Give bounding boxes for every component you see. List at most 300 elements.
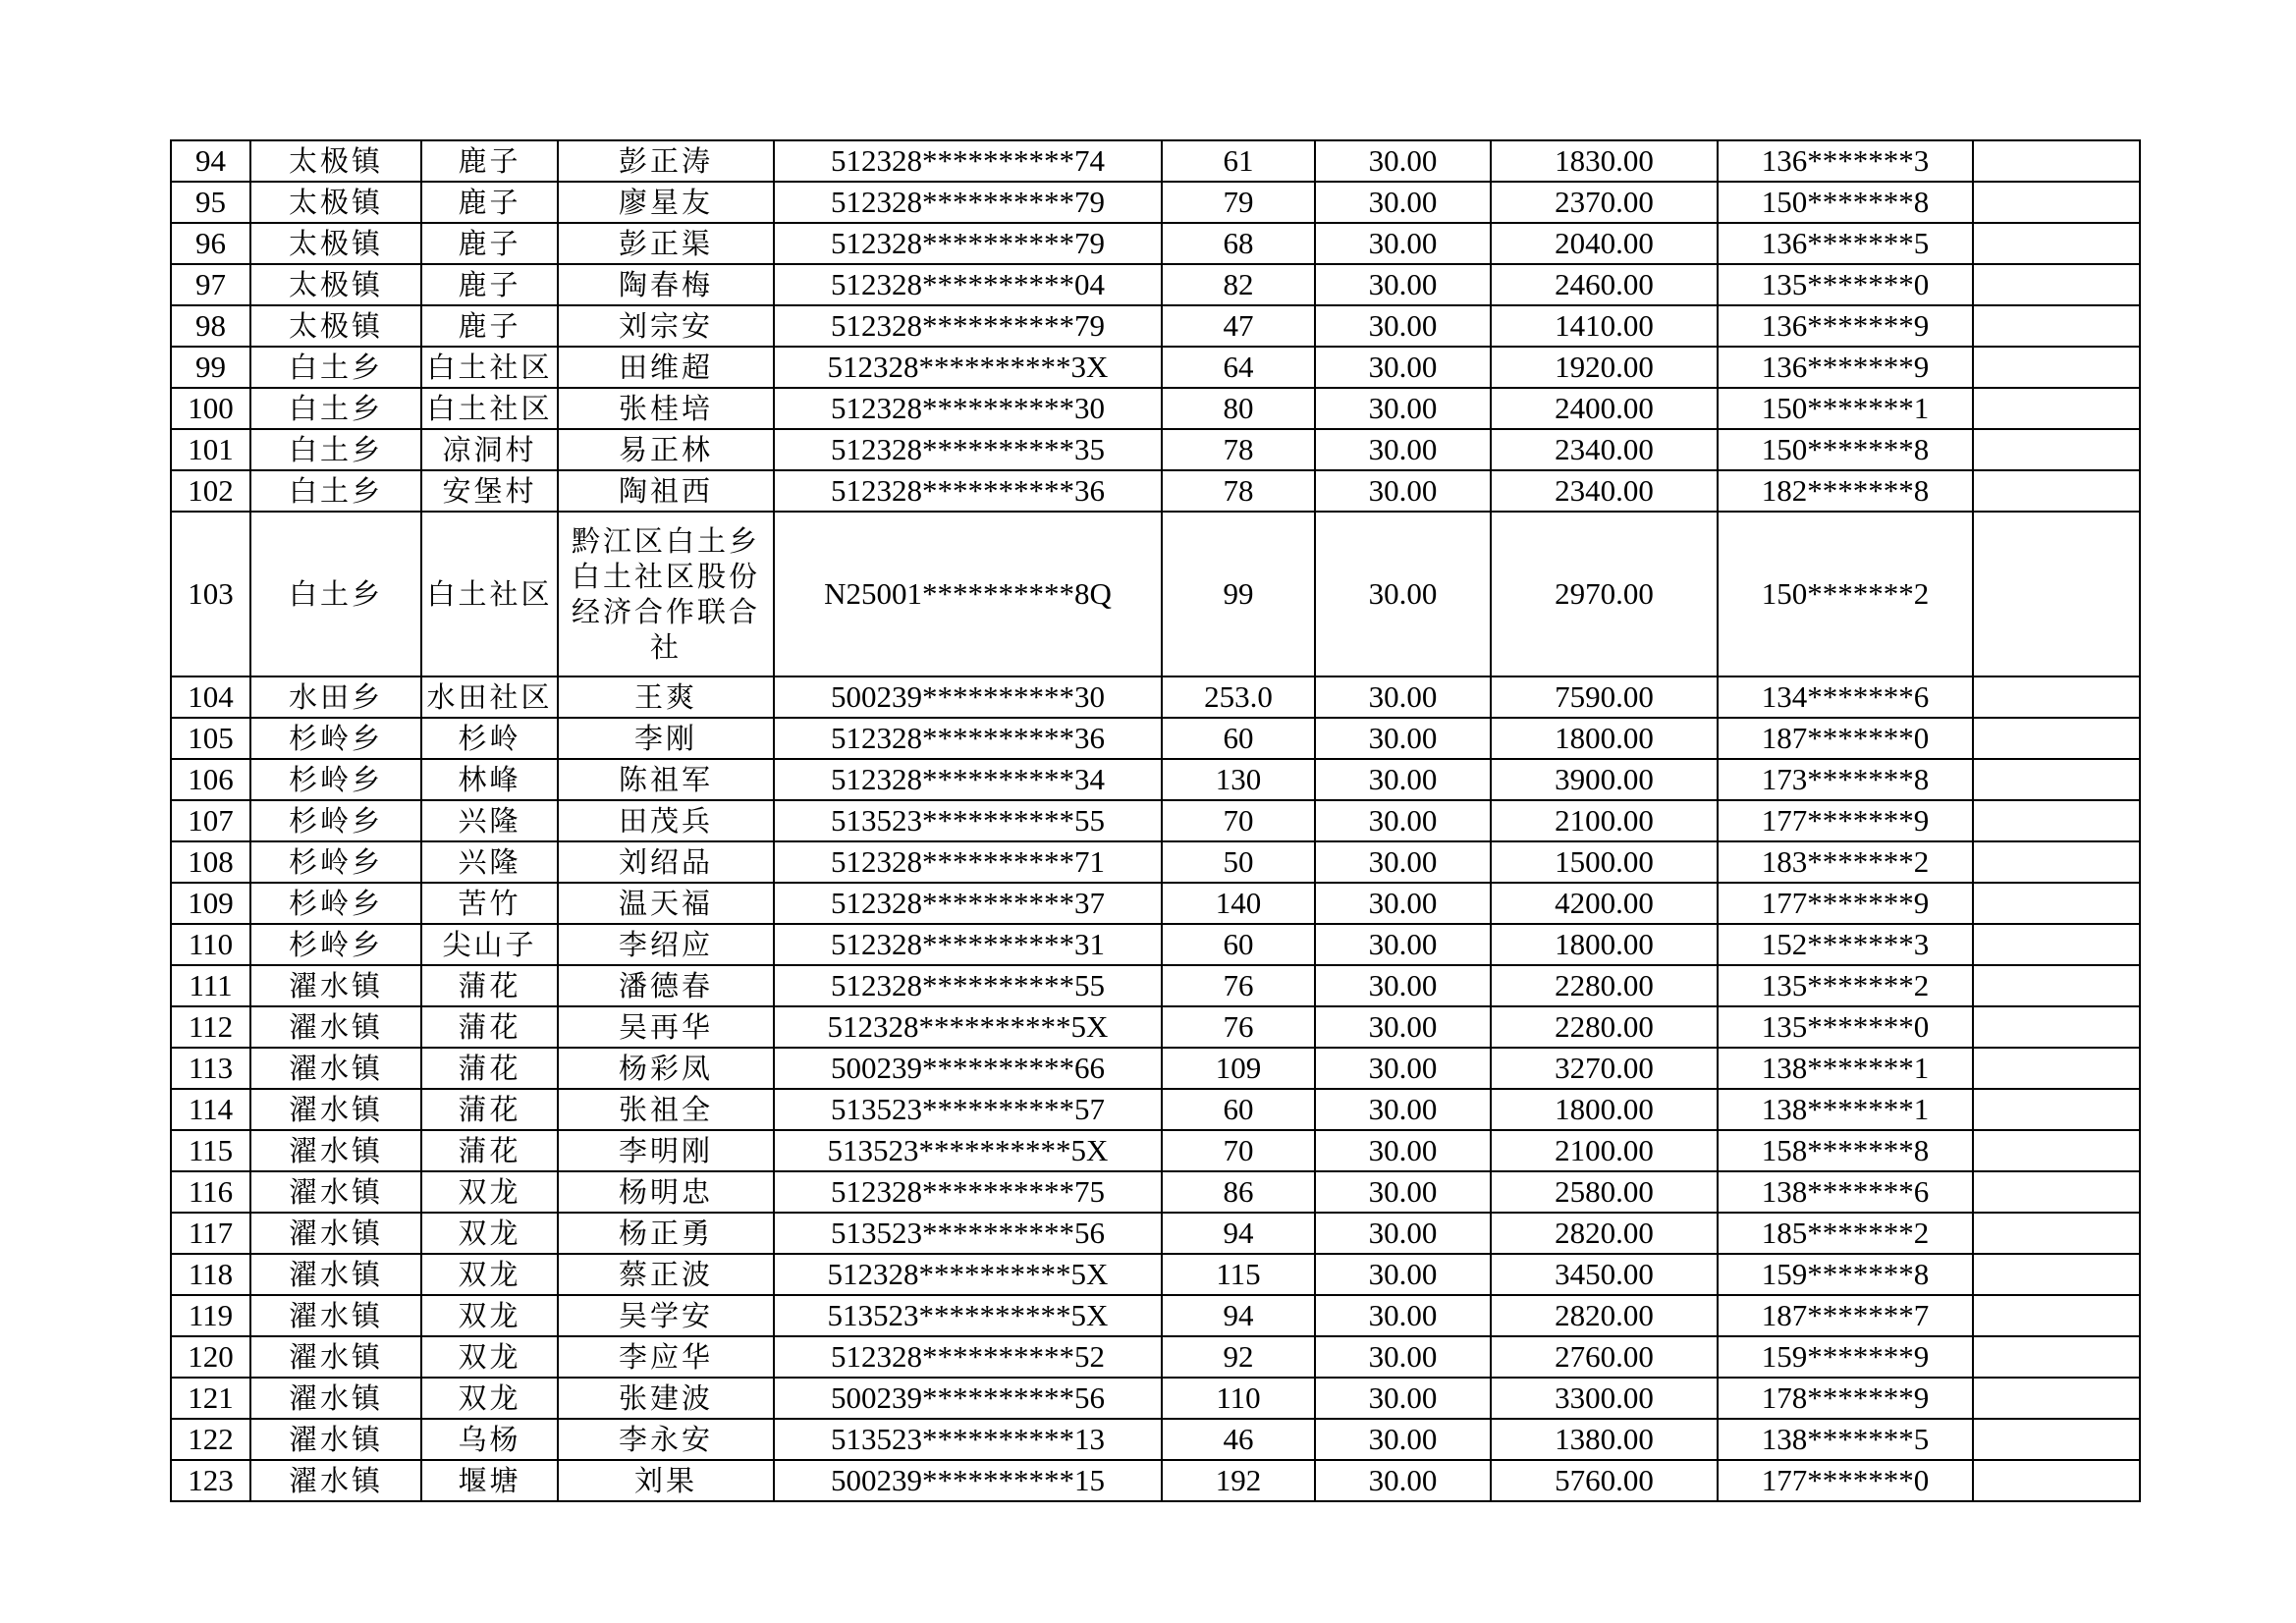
table-row [171, 512, 2140, 676]
remark-cell [1973, 800, 2140, 841]
village-cell: 双龙 [421, 1295, 558, 1336]
township-cell: 太极镇 [250, 305, 421, 347]
phone-cell: 159*******8 [1718, 1254, 1973, 1295]
remark-cell [1973, 388, 2140, 429]
id-number-cell: 512328**********75 [774, 1171, 1162, 1213]
row-number-cell: 121 [171, 1378, 250, 1419]
name-cell: 吴再华 [558, 1006, 774, 1048]
unit-price-cell: 30.00 [1315, 759, 1491, 800]
id-number-cell: 512328**********5X [774, 1006, 1162, 1048]
amount-cell: 5760.00 [1491, 1460, 1718, 1501]
village-cell: 鹿子 [421, 305, 558, 347]
area-cell: 130 [1162, 759, 1315, 800]
row-number-cell: 103 [171, 512, 250, 676]
remark-cell [1973, 1336, 2140, 1378]
phone-cell: 182*******8 [1718, 470, 1973, 512]
table-row [171, 1419, 2140, 1460]
remark-cell [1973, 470, 2140, 512]
area-cell: 109 [1162, 1048, 1315, 1089]
table-row [171, 841, 2140, 883]
id-number-cell: 512328**********71 [774, 841, 1162, 883]
village-cell: 蒲花 [421, 1089, 558, 1130]
row-number-cell: 107 [171, 800, 250, 841]
row-number-cell: 96 [171, 223, 250, 264]
table-row [171, 759, 2140, 800]
remark-cell [1973, 924, 2140, 965]
area-cell: 46 [1162, 1419, 1315, 1460]
remark-cell [1973, 1171, 2140, 1213]
row-number-cell: 119 [171, 1295, 250, 1336]
name-cell: 刘宗安 [558, 305, 774, 347]
name-cell: 张建波 [558, 1378, 774, 1419]
table-row [171, 305, 2140, 347]
area-cell: 94 [1162, 1295, 1315, 1336]
records-table [170, 139, 2141, 1502]
area-cell: 99 [1162, 512, 1315, 676]
unit-price-cell: 30.00 [1315, 512, 1491, 676]
amount-cell: 1800.00 [1491, 718, 1718, 759]
phone-cell: 138*******5 [1718, 1419, 1973, 1460]
id-number-cell: 500239**********15 [774, 1460, 1162, 1501]
id-number-cell: 512328**********04 [774, 264, 1162, 305]
phone-cell: 134*******6 [1718, 676, 1973, 718]
name-cell: 陶祖西 [558, 470, 774, 512]
phone-cell: 183*******2 [1718, 841, 1973, 883]
row-number-cell: 122 [171, 1419, 250, 1460]
table-row [171, 1336, 2140, 1378]
amount-cell: 2400.00 [1491, 388, 1718, 429]
amount-cell: 3450.00 [1491, 1254, 1718, 1295]
row-number-cell: 120 [171, 1336, 250, 1378]
unit-price-cell: 30.00 [1315, 388, 1491, 429]
area-cell: 64 [1162, 347, 1315, 388]
row-number-cell: 113 [171, 1048, 250, 1089]
name-cell: 田维超 [558, 347, 774, 388]
amount-cell: 1830.00 [1491, 140, 1718, 182]
name-cell: 彭正涛 [558, 140, 774, 182]
row-number-cell: 116 [171, 1171, 250, 1213]
phone-cell: 177*******9 [1718, 800, 1973, 841]
area-cell: 92 [1162, 1336, 1315, 1378]
unit-price-cell: 30.00 [1315, 841, 1491, 883]
unit-price-cell: 30.00 [1315, 1378, 1491, 1419]
table-row [171, 1171, 2140, 1213]
id-number-cell: 512328**********79 [774, 182, 1162, 223]
area-cell: 70 [1162, 800, 1315, 841]
area-cell: 110 [1162, 1378, 1315, 1419]
phone-cell: 136*******9 [1718, 305, 1973, 347]
area-cell: 115 [1162, 1254, 1315, 1295]
table-row [171, 347, 2140, 388]
table-body [171, 140, 2140, 1501]
unit-price-cell: 30.00 [1315, 305, 1491, 347]
remark-cell [1973, 1378, 2140, 1419]
id-number-cell: 512328**********36 [774, 718, 1162, 759]
id-number-cell: 512328**********34 [774, 759, 1162, 800]
unit-price-cell: 30.00 [1315, 718, 1491, 759]
name-cell: 张桂培 [558, 388, 774, 429]
name-cell: 田茂兵 [558, 800, 774, 841]
table-row [171, 1460, 2140, 1501]
id-number-cell: 500239**********30 [774, 676, 1162, 718]
unit-price-cell: 30.00 [1315, 1419, 1491, 1460]
remark-cell [1973, 512, 2140, 676]
phone-cell: 150*******8 [1718, 182, 1973, 223]
village-cell: 蒲花 [421, 1048, 558, 1089]
remark-cell [1973, 759, 2140, 800]
village-cell: 安堡村 [421, 470, 558, 512]
amount-cell: 1920.00 [1491, 347, 1718, 388]
name-cell: 杨彩凤 [558, 1048, 774, 1089]
unit-price-cell: 30.00 [1315, 1130, 1491, 1171]
id-number-cell: 513523**********56 [774, 1213, 1162, 1254]
amount-cell: 2820.00 [1491, 1295, 1718, 1336]
name-cell: 李永安 [558, 1419, 774, 1460]
amount-cell: 1410.00 [1491, 305, 1718, 347]
township-cell: 濯水镇 [250, 1419, 421, 1460]
unit-price-cell: 30.00 [1315, 1048, 1491, 1089]
unit-price-cell: 30.00 [1315, 965, 1491, 1006]
amount-cell: 1380.00 [1491, 1419, 1718, 1460]
table-row [171, 140, 2140, 182]
unit-price-cell: 30.00 [1315, 924, 1491, 965]
phone-cell: 138*******1 [1718, 1089, 1973, 1130]
phone-cell: 173*******8 [1718, 759, 1973, 800]
row-number-cell: 114 [171, 1089, 250, 1130]
name-cell: 潘德春 [558, 965, 774, 1006]
phone-cell: 135*******2 [1718, 965, 1973, 1006]
area-cell: 79 [1162, 182, 1315, 223]
unit-price-cell: 30.00 [1315, 223, 1491, 264]
id-number-cell: 513523**********5X [774, 1130, 1162, 1171]
phone-cell: 158*******8 [1718, 1130, 1973, 1171]
row-number-cell: 115 [171, 1130, 250, 1171]
township-cell: 太极镇 [250, 182, 421, 223]
table-row [171, 1130, 2140, 1171]
township-cell: 杉岭乡 [250, 759, 421, 800]
remark-cell [1973, 1254, 2140, 1295]
unit-price-cell: 30.00 [1315, 264, 1491, 305]
row-number-cell: 102 [171, 470, 250, 512]
amount-cell: 2370.00 [1491, 182, 1718, 223]
id-number-cell: 512328**********74 [774, 140, 1162, 182]
township-cell: 太极镇 [250, 264, 421, 305]
row-number-cell: 106 [171, 759, 250, 800]
area-cell: 86 [1162, 1171, 1315, 1213]
id-number-cell: 512328**********5X [774, 1254, 1162, 1295]
village-cell: 凉洞村 [421, 429, 558, 470]
unit-price-cell: 30.00 [1315, 1295, 1491, 1336]
name-cell: 彭正渠 [558, 223, 774, 264]
id-number-cell: 512328**********36 [774, 470, 1162, 512]
row-number-cell: 104 [171, 676, 250, 718]
remark-cell [1973, 1089, 2140, 1130]
area-cell: 253.0 [1162, 676, 1315, 718]
unit-price-cell: 30.00 [1315, 1089, 1491, 1130]
township-cell: 水田乡 [250, 676, 421, 718]
table-row [171, 1378, 2140, 1419]
name-cell: 李刚 [558, 718, 774, 759]
township-cell: 杉岭乡 [250, 718, 421, 759]
township-cell: 白土乡 [250, 512, 421, 676]
phone-cell: 136*******9 [1718, 347, 1973, 388]
name-cell: 杨明忠 [558, 1171, 774, 1213]
area-cell: 60 [1162, 1089, 1315, 1130]
remark-cell [1973, 1460, 2140, 1501]
name-cell: 黔江区白土乡白土社区股份经济合作联合社 [558, 512, 774, 676]
table-row [171, 429, 2140, 470]
village-cell: 乌杨 [421, 1419, 558, 1460]
id-number-cell: 512328**********79 [774, 305, 1162, 347]
area-cell: 70 [1162, 1130, 1315, 1171]
area-cell: 192 [1162, 1460, 1315, 1501]
village-cell: 双龙 [421, 1213, 558, 1254]
township-cell: 濯水镇 [250, 1378, 421, 1419]
amount-cell: 1800.00 [1491, 1089, 1718, 1130]
table-row [171, 470, 2140, 512]
township-cell: 濯水镇 [250, 1213, 421, 1254]
id-number-cell: 512328**********30 [774, 388, 1162, 429]
unit-price-cell: 30.00 [1315, 883, 1491, 924]
village-cell: 水田社区 [421, 676, 558, 718]
row-number-cell: 94 [171, 140, 250, 182]
area-cell: 68 [1162, 223, 1315, 264]
row-number-cell: 117 [171, 1213, 250, 1254]
amount-cell: 2460.00 [1491, 264, 1718, 305]
village-cell: 杉岭 [421, 718, 558, 759]
remark-cell [1973, 676, 2140, 718]
unit-price-cell: 30.00 [1315, 470, 1491, 512]
id-number-cell: 513523**********5X [774, 1295, 1162, 1336]
village-cell: 白土社区 [421, 512, 558, 676]
id-number-cell: 513523**********57 [774, 1089, 1162, 1130]
name-cell: 李应华 [558, 1336, 774, 1378]
name-cell: 温天福 [558, 883, 774, 924]
village-cell: 鹿子 [421, 223, 558, 264]
row-number-cell: 100 [171, 388, 250, 429]
row-number-cell: 97 [171, 264, 250, 305]
amount-cell: 7590.00 [1491, 676, 1718, 718]
id-number-cell: 512328**********35 [774, 429, 1162, 470]
phone-cell: 136*******5 [1718, 223, 1973, 264]
phone-cell: 150*******2 [1718, 512, 1973, 676]
village-cell: 兴隆 [421, 800, 558, 841]
unit-price-cell: 30.00 [1315, 800, 1491, 841]
unit-price-cell: 30.00 [1315, 676, 1491, 718]
township-cell: 白土乡 [250, 388, 421, 429]
table-row [171, 1048, 2140, 1089]
row-number-cell: 105 [171, 718, 250, 759]
name-cell: 蔡正波 [558, 1254, 774, 1295]
row-number-cell: 101 [171, 429, 250, 470]
id-number-cell: N25001**********8Q [774, 512, 1162, 676]
phone-cell: 178*******9 [1718, 1378, 1973, 1419]
unit-price-cell: 30.00 [1315, 1213, 1491, 1254]
name-cell: 李明刚 [558, 1130, 774, 1171]
row-number-cell: 99 [171, 347, 250, 388]
amount-cell: 2580.00 [1491, 1171, 1718, 1213]
area-cell: 61 [1162, 140, 1315, 182]
area-cell: 94 [1162, 1213, 1315, 1254]
table-row [171, 388, 2140, 429]
township-cell: 杉岭乡 [250, 841, 421, 883]
area-cell: 140 [1162, 883, 1315, 924]
remark-cell [1973, 1295, 2140, 1336]
township-cell: 濯水镇 [250, 1048, 421, 1089]
remark-cell [1973, 841, 2140, 883]
remark-cell [1973, 223, 2140, 264]
area-cell: 60 [1162, 718, 1315, 759]
village-cell: 蒲花 [421, 1130, 558, 1171]
table-row [171, 883, 2140, 924]
amount-cell: 2340.00 [1491, 429, 1718, 470]
name-cell: 杨正勇 [558, 1213, 774, 1254]
row-number-cell: 98 [171, 305, 250, 347]
unit-price-cell: 30.00 [1315, 1336, 1491, 1378]
phone-cell: 187*******7 [1718, 1295, 1973, 1336]
unit-price-cell: 30.00 [1315, 1006, 1491, 1048]
amount-cell: 2280.00 [1491, 965, 1718, 1006]
township-cell: 濯水镇 [250, 1254, 421, 1295]
amount-cell: 2100.00 [1491, 1130, 1718, 1171]
village-cell: 白土社区 [421, 347, 558, 388]
name-cell: 张祖全 [558, 1089, 774, 1130]
township-cell: 濯水镇 [250, 1295, 421, 1336]
village-cell: 林峰 [421, 759, 558, 800]
amount-cell: 3900.00 [1491, 759, 1718, 800]
area-cell: 76 [1162, 1006, 1315, 1048]
unit-price-cell: 30.00 [1315, 1171, 1491, 1213]
name-cell: 王爽 [558, 676, 774, 718]
village-cell: 双龙 [421, 1336, 558, 1378]
id-number-cell: 512328**********3X [774, 347, 1162, 388]
name-cell: 刘果 [558, 1460, 774, 1501]
row-number-cell: 110 [171, 924, 250, 965]
row-number-cell: 109 [171, 883, 250, 924]
amount-cell: 2280.00 [1491, 1006, 1718, 1048]
area-cell: 50 [1162, 841, 1315, 883]
remark-cell [1973, 965, 2140, 1006]
township-cell: 濯水镇 [250, 1171, 421, 1213]
area-cell: 78 [1162, 470, 1315, 512]
remark-cell [1973, 182, 2140, 223]
remark-cell [1973, 429, 2140, 470]
remark-cell [1973, 305, 2140, 347]
id-number-cell: 512328**********31 [774, 924, 1162, 965]
remark-cell [1973, 1006, 2140, 1048]
phone-cell: 150*******8 [1718, 429, 1973, 470]
village-cell: 双龙 [421, 1171, 558, 1213]
id-number-cell: 512328**********55 [774, 965, 1162, 1006]
area-cell: 47 [1162, 305, 1315, 347]
unit-price-cell: 30.00 [1315, 347, 1491, 388]
area-cell: 82 [1162, 264, 1315, 305]
table-row [171, 223, 2140, 264]
row-number-cell: 118 [171, 1254, 250, 1295]
phone-cell: 159*******9 [1718, 1336, 1973, 1378]
township-cell: 太极镇 [250, 223, 421, 264]
id-number-cell: 512328**********52 [774, 1336, 1162, 1378]
village-cell: 双龙 [421, 1378, 558, 1419]
amount-cell: 2100.00 [1491, 800, 1718, 841]
township-cell: 濯水镇 [250, 1336, 421, 1378]
remark-cell [1973, 140, 2140, 182]
table-row [171, 800, 2140, 841]
township-cell: 白土乡 [250, 347, 421, 388]
township-cell: 濯水镇 [250, 1460, 421, 1501]
table-row [171, 264, 2140, 305]
township-cell: 濯水镇 [250, 1006, 421, 1048]
township-cell: 濯水镇 [250, 965, 421, 1006]
table-row [171, 718, 2140, 759]
remark-cell [1973, 1419, 2140, 1460]
phone-cell: 152*******3 [1718, 924, 1973, 965]
name-cell: 刘绍品 [558, 841, 774, 883]
village-cell: 鹿子 [421, 140, 558, 182]
remark-cell [1973, 1213, 2140, 1254]
village-cell: 鹿子 [421, 182, 558, 223]
id-number-cell: 500239**********56 [774, 1378, 1162, 1419]
remark-cell [1973, 883, 2140, 924]
remark-cell [1973, 718, 2140, 759]
area-cell: 80 [1162, 388, 1315, 429]
amount-cell: 2820.00 [1491, 1213, 1718, 1254]
table-row [171, 1254, 2140, 1295]
phone-cell: 185*******2 [1718, 1213, 1973, 1254]
table-row [171, 1006, 2140, 1048]
area-cell: 76 [1162, 965, 1315, 1006]
amount-cell: 1800.00 [1491, 924, 1718, 965]
id-number-cell: 500239**********66 [774, 1048, 1162, 1089]
area-cell: 78 [1162, 429, 1315, 470]
village-cell: 兴隆 [421, 841, 558, 883]
row-number-cell: 95 [171, 182, 250, 223]
township-cell: 濯水镇 [250, 1089, 421, 1130]
village-cell: 蒲花 [421, 1006, 558, 1048]
table-row [171, 182, 2140, 223]
row-number-cell: 108 [171, 841, 250, 883]
phone-cell: 135*******0 [1718, 264, 1973, 305]
name-cell: 吴学安 [558, 1295, 774, 1336]
amount-cell: 2970.00 [1491, 512, 1718, 676]
table-row [171, 1089, 2140, 1130]
amount-cell: 4200.00 [1491, 883, 1718, 924]
table-row [171, 676, 2140, 718]
amount-cell: 1500.00 [1491, 841, 1718, 883]
phone-cell: 177*******0 [1718, 1460, 1973, 1501]
phone-cell: 138*******6 [1718, 1171, 1973, 1213]
township-cell: 杉岭乡 [250, 883, 421, 924]
remark-cell [1973, 347, 2140, 388]
township-cell: 杉岭乡 [250, 924, 421, 965]
township-cell: 白土乡 [250, 429, 421, 470]
amount-cell: 3300.00 [1491, 1378, 1718, 1419]
id-number-cell: 513523**********13 [774, 1419, 1162, 1460]
table-row [171, 1213, 2140, 1254]
amount-cell: 3270.00 [1491, 1048, 1718, 1089]
township-cell: 太极镇 [250, 140, 421, 182]
unit-price-cell: 30.00 [1315, 429, 1491, 470]
phone-cell: 138*******1 [1718, 1048, 1973, 1089]
phone-cell: 150*******1 [1718, 388, 1973, 429]
row-number-cell: 111 [171, 965, 250, 1006]
unit-price-cell: 30.00 [1315, 1460, 1491, 1501]
remark-cell [1973, 1130, 2140, 1171]
unit-price-cell: 30.00 [1315, 140, 1491, 182]
remark-cell [1973, 264, 2140, 305]
id-number-cell: 513523**********55 [774, 800, 1162, 841]
table-row [171, 965, 2140, 1006]
